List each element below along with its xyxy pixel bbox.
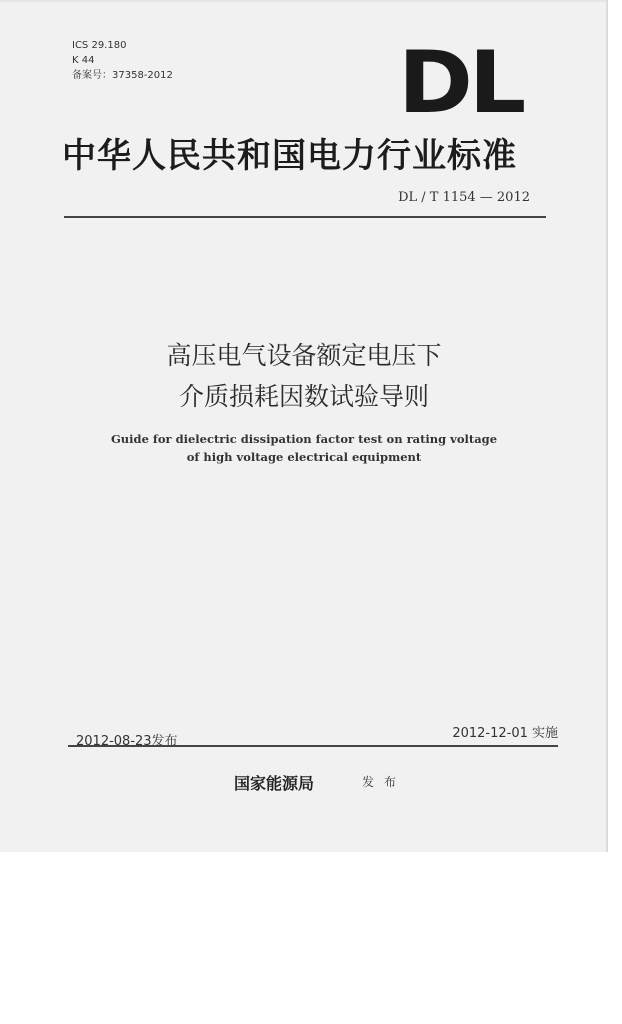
document-title-en-line2: of high voltage electrical equipment bbox=[186, 450, 422, 464]
footer-divider bbox=[68, 745, 558, 747]
classification-code: K 44 bbox=[72, 55, 95, 66]
publisher-name: 国家能源局 bbox=[234, 774, 315, 793]
document-title-cn-line2: 介质损耗因数试验导则 bbox=[178, 382, 429, 411]
page-right-edge bbox=[606, 0, 608, 852]
header-divider bbox=[64, 216, 546, 218]
ics-code: ICS 29.180 bbox=[72, 40, 127, 51]
document-title-cn-line1: 高压电气设备额定电压下 bbox=[166, 341, 442, 370]
standard-title: 中华人民共和国电力行业标准 bbox=[62, 136, 517, 176]
standard-number: DL / T 1154 — 2012 bbox=[398, 190, 530, 205]
publish-label: 发布 bbox=[362, 775, 407, 789]
dl-logo: DL bbox=[398, 33, 523, 133]
record-number: 备案号：37358-2012 bbox=[72, 70, 173, 81]
issue-date: 2012-08-23发布 bbox=[76, 734, 178, 749]
document-title-en-line1: Guide for dielectric dissipation factor test on rating voltage bbox=[110, 432, 498, 446]
page-top-edge bbox=[0, 0, 608, 2]
effective-date: 2012-12-01 实施 bbox=[452, 726, 558, 741]
